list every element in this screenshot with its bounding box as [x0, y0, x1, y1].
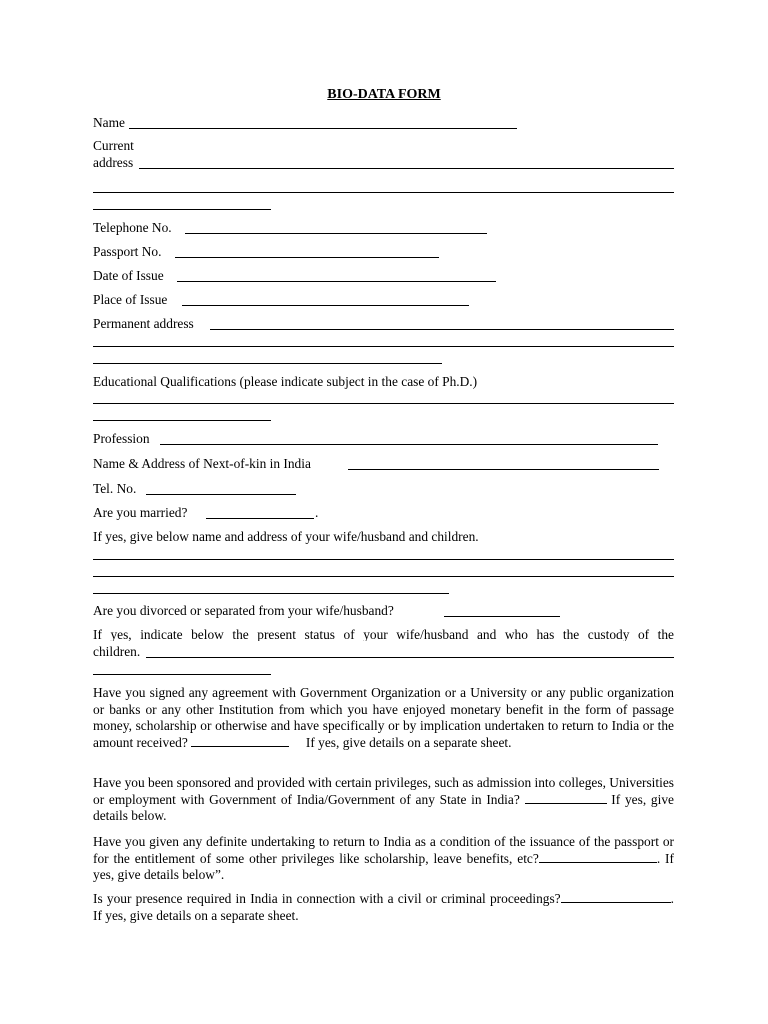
sponsored-text: Have you been sponsored and provided with certain privileges, such as admission into colleges, Universities or employment with Government of India/Government of any State in India? — [93, 775, 674, 807]
current-address-label-2: address — [93, 155, 134, 170]
current-address-field-line-3[interactable] — [93, 209, 271, 210]
education-label: Educational Qualifications (please indicate subject in the case of Ph.D.) — [93, 374, 478, 389]
sponsored-question — [93, 775, 674, 825]
custody-field-line-1[interactable] — [146, 657, 674, 658]
date-of-issue-field[interactable] — [177, 281, 496, 282]
profession-field[interactable] — [160, 444, 658, 445]
custody-label-1: If yes, indicate below the present status of your wife/husband and who has the custody of the — [93, 628, 674, 642]
undertaking-text: Have you given any definite undertaking to return to India as a condition of the issuance of the passport or for the entitlement of some other privileges like scholarship, leave benefits, etc? — [93, 834, 674, 866]
spouse-details-field-line-2[interactable] — [93, 576, 674, 577]
date-of-issue-label: Date of Issue — [93, 268, 164, 283]
undertaking-question — [93, 834, 674, 884]
permanent-address-label: Permanent address — [93, 316, 194, 331]
tel-no-field[interactable] — [146, 494, 296, 495]
form-title: BIO-DATA FORM — [327, 87, 441, 102]
married-field[interactable] — [206, 518, 314, 519]
passport-no-label: Passport No. — [93, 244, 162, 259]
profession-label: Profession — [93, 431, 150, 446]
passport-no-field[interactable] — [175, 257, 439, 258]
divorced-label: Are you divorced or separated from your wife/husband? — [93, 603, 394, 618]
education-field-line-2[interactable] — [93, 420, 271, 421]
married-period: . — [315, 505, 319, 520]
current-address-field-line-2[interactable] — [93, 192, 674, 193]
presence-text: Is your presence required in India in connection with a civil or criminal proceedings? — [93, 891, 561, 906]
education-field-line-1[interactable] — [93, 403, 674, 404]
sponsored-after-text: If yes, give details below. — [93, 791, 674, 823]
presence-answer-field[interactable] — [561, 891, 671, 903]
next-of-kin-field[interactable] — [348, 469, 659, 470]
undertaking-answer-field[interactable] — [539, 851, 657, 863]
name-field[interactable] — [129, 128, 517, 129]
next-of-kin-label: Name & Address of Next-of-kin in India — [93, 456, 311, 471]
presence-question — [93, 891, 674, 924]
telephone-field[interactable] — [185, 233, 487, 234]
presence-after-text: . If yes, give details on a separate sheet. — [93, 891, 674, 923]
permanent-address-field-line-3[interactable] — [93, 363, 442, 364]
undertaking-after-text: . If yes, give details below”. — [93, 850, 674, 882]
agreement-text: Have you signed any agreement with Government Organization or a University or any public organization or banks or any other Institution from which you have enjoyed monetary benefit in the form of passage money, scholarship or otherwise and have specifically or by implication undertaken to return to India or the amount received? — [93, 685, 674, 750]
agreement-after-text: If yes, give details on a separate sheet. — [305, 734, 512, 750]
name-label: Name — [93, 115, 125, 130]
current-address-field-line-1[interactable] — [139, 168, 674, 169]
place-of-issue-field[interactable] — [182, 305, 469, 306]
agreement-question — [93, 685, 674, 751]
agreement-answer-field[interactable] — [191, 735, 289, 747]
place-of-issue-label: Place of Issue — [93, 292, 168, 307]
telephone-label: Telephone No. — [93, 220, 172, 235]
permanent-address-field-line-2[interactable] — [93, 346, 674, 347]
spouse-details-field-line-1[interactable] — [93, 559, 674, 560]
current-address-label-1: Current — [93, 138, 134, 153]
permanent-address-field-line-1[interactable] — [210, 329, 674, 330]
custody-label-2: children. — [93, 644, 141, 659]
sponsored-answer-field[interactable] — [525, 792, 607, 804]
married-label: Are you married? — [93, 505, 188, 520]
spouse-details-field-line-3[interactable] — [93, 593, 449, 594]
tel-no-label: Tel. No. — [93, 481, 137, 496]
divorced-field[interactable] — [444, 616, 560, 617]
custody-field-line-2[interactable] — [93, 674, 271, 675]
spouse-details-label: If yes, give below name and address of your wife/husband and children. — [93, 529, 479, 544]
